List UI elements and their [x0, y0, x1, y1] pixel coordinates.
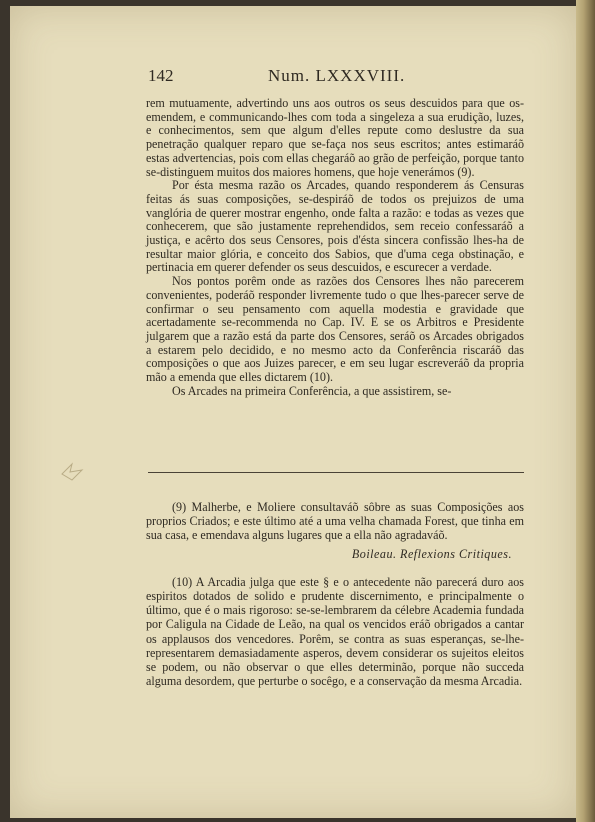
page-header	[148, 66, 538, 92]
paper-stain-mark	[58, 458, 88, 486]
adjacent-page-edge	[576, 0, 595, 822]
running-title: Num. LXXXVIII.	[268, 66, 406, 85]
main-text	[146, 97, 524, 398]
footnotes	[146, 500, 524, 688]
footnote-attribution: Boileau. Reflexions Critiques.	[351, 546, 512, 561]
paragraph-continued: rem mutuamente, advertindo uns aos outros os seus descuidos para que os-emendem, e communicando-lhes com toda a singeleza a sua erudição, luzes, e conhecimentos, sem que algum d'elles repute como deslustre da sua penetração qualquer reparo que se-faça nos seus escritos; antes estimaráõ estas advertencias, pois com ellas chegaráõ ao grão de perfeição, porque tanto se-distinguem muitos dos maiores homens, que hoje venerámos (9).	[146, 96, 524, 179]
page-number: 142	[148, 66, 174, 85]
paragraph: Nos pontos porêm onde as razões dos Censores lhes não parecerem convenientes, poderáõ responder livremente tudo o que lhes-parecer serve de confirmar o seu pensamento com aquella modestia e gravidade que acertadamente se-recommenda no Cap. IV. E se os Arbitros e Presidente julgarem que a razão está da parte dos Censores, seráõ os Arcades obrigados a estarem pelo decidido, e no mesmo acto da Conferência riscaráõ das composições o que aos Juizes parecer, e em seu lugar escreveráõ da propria mão a emenda que elles dictarem (10).	[146, 274, 524, 385]
paragraph: Os Arcades na primeira Conferência, a que assistirem, se-	[172, 383, 452, 398]
footnote-9: (9) Malherbe, e Moliere consultaváõ sôbre as suas Composições aos proprios Criados; e este último até a uma velha chamada Forest, que tinha em sua casa, e emendava alguns lugares que a ella não agradaváõ.	[146, 500, 524, 543]
footnote-divider	[148, 472, 524, 473]
paragraph: Por ésta mesma razão os Arcades, quando responderem ás Censuras feitas ás suas composições, se-despiráõ de todos os prejuizos de uma vanglória de querer mostrar engenho, onde falta a razão: e todas as vezes que conhecerem, que são justamente reprehendidos, sem receio confessaráõ a justiça, e acêrto dos seus Censores, pois d'ésta sincera confissão lhes-ha de resultar maior glória, e conceito dos Sabios, que d'uma cega obstinação, e pertinacia em querer defender os seus descuidos, e escurecer a verdade.	[146, 178, 524, 275]
footnote-10: (10) A Arcadia julga que este § e o antecedente não parecerá duro aos espiritos dotados de solido e prudente discernimento, e principalmente o último, que é o mais rigoroso: se-se-lembrarem da célebre Academia fundada por Caligula na Cidade de Leão, na qual os vencidos eráõ obrigados a cantar os applausos dos vencedores. Porêm, se contra as suas esperanças, se-lhe-representarem demasiadamente asperos, devem considerar os sujeitos eleitos se podem, ou não observar o que elles determinão, porque não succeda alguma desordem, que perturbe o socêgo, e a conservação da mesma Arcadia.	[146, 574, 524, 689]
